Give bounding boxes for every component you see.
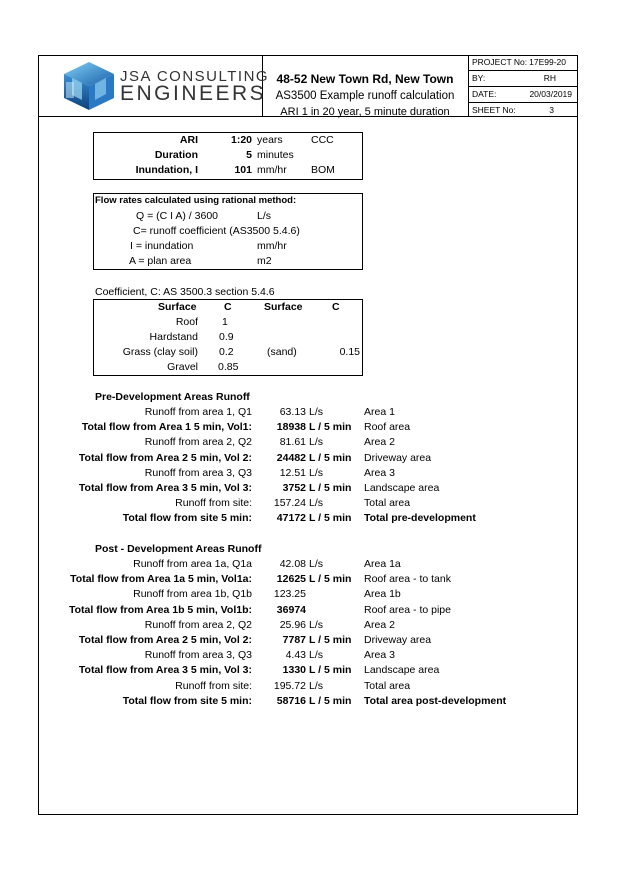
runoff-value: 123.25	[273, 588, 306, 601]
coef-surface: Hardstand	[149, 331, 198, 343]
runoff-value: 42.08	[279, 558, 306, 570]
runoff-label: Runoff from area 1, Q1	[144, 406, 252, 418]
logo-text-line1: JSA CONSULTING	[120, 68, 270, 85]
runoff-description: Total area	[364, 679, 411, 692]
rational-unit: mm/hr	[257, 240, 287, 252]
title-block	[262, 60, 468, 120]
runoff-unit: L / 5 min	[309, 634, 352, 646]
meta-value: 3	[549, 105, 554, 115]
rational-eq: C= runoff coefficient (AS3500 5.4.6)	[133, 225, 300, 237]
runoff-label: Runoff from area 2, Q2	[144, 436, 252, 449]
coef-value: 0.9	[219, 331, 234, 343]
runoff-unit: L/s	[309, 679, 324, 692]
runoff-description: Area 1	[364, 406, 395, 418]
param-label: Inundation, I	[135, 164, 198, 176]
runoff-label: Runoff from area 1a, Q1a	[133, 558, 252, 570]
meta-key: PROJECT No:	[472, 57, 528, 67]
runoff-label: Total flow from Area 3 5 min, Vol 3:	[78, 664, 252, 677]
param-source: BOM	[311, 164, 335, 176]
rational-heading: Flow rates calculated using rational method:	[95, 195, 297, 206]
runoff-value: 157.24	[273, 497, 306, 510]
runoff-description: Total area	[364, 497, 411, 510]
coef-value: 1	[222, 316, 228, 328]
rational-unit: L/s	[257, 210, 272, 222]
coef-surface: Gravel	[167, 361, 198, 373]
runoff-label: Total flow from site 5 min:	[122, 512, 252, 525]
runoff-value: 36974	[276, 603, 306, 616]
runoff-value: 47172	[276, 512, 306, 525]
runoff-value: 7787	[282, 634, 306, 646]
runoff-label: Runoff from area 3, Q3	[144, 466, 252, 479]
runoff-unit: L/s	[309, 649, 324, 662]
param-unit: mm/hr	[257, 164, 287, 176]
runoff-value: 4.43	[285, 649, 306, 662]
meta-key: SHEET No:	[472, 105, 516, 115]
runoff-label: Total flow from Area 1b 5 min, Vol1b:	[69, 603, 252, 616]
calc-title: AS3500 Example runoff calculation	[275, 90, 455, 102]
runoff-value: 3752	[282, 482, 306, 494]
coef-header-c: C	[224, 301, 232, 313]
rational-eq: Q = (C I A) / 3600	[136, 210, 218, 222]
runoff-value: 12.51	[279, 466, 306, 479]
runoff-label: Total flow from Area 2 5 min, Vol 2:	[78, 634, 252, 646]
runoff-value: 24482	[276, 451, 306, 464]
project-address: 48-52 New Town Rd, New Town	[276, 72, 454, 86]
meta-row	[469, 87, 578, 103]
post-dev-heading: Post - Development Areas Runoff	[95, 543, 262, 555]
meta-row	[469, 55, 578, 71]
runoff-description: Area 1b	[364, 588, 401, 601]
runoff-label: Runoff from site:	[175, 497, 252, 510]
runoff-unit: L/s	[309, 466, 324, 479]
coef-surface2: (sand)	[267, 346, 297, 358]
meta-value: 20/03/2019	[529, 89, 572, 99]
runoff-unit: L/s	[309, 618, 324, 631]
param-value: 101	[234, 164, 252, 176]
runoff-unit: L / 5 min	[309, 664, 352, 677]
coef-value: 0.2	[219, 346, 234, 358]
coefficient-caption: Coefficient, C: AS 3500.3 section 5.4.6	[95, 286, 275, 298]
pre-dev-heading: Pre-Development Areas Runoff	[95, 391, 250, 403]
runoff-value: 18938	[276, 421, 306, 434]
runoff-description: Driveway area	[364, 634, 432, 646]
runoff-unit: L/s	[309, 558, 324, 570]
meta-key: DATE:	[472, 89, 497, 99]
runoff-description: Roof area - to pipe	[364, 603, 451, 616]
coef-header-c2: C	[332, 301, 340, 313]
runoff-unit: L/s	[309, 436, 324, 449]
runoff-unit: L / 5 min	[309, 451, 352, 464]
meta-value: 17E99-20	[529, 57, 566, 67]
runoff-value: 195.72	[273, 679, 306, 692]
logo-text-line2: ENGINEERS	[120, 82, 267, 105]
param-source: CCC	[311, 134, 334, 146]
runoff-description: Area 3	[364, 649, 395, 662]
runoff-label: Runoff from area 1b, Q1b	[133, 588, 252, 601]
runoff-description: Roof area	[364, 421, 411, 434]
runoff-description: Total pre-development	[364, 512, 476, 525]
runoff-description: Total area post-development	[364, 694, 507, 707]
runoff-label: Runoff from area 2, Q2	[144, 618, 252, 631]
rational-unit: m2	[257, 255, 272, 267]
runoff-value: 58716	[276, 694, 306, 707]
runoff-description: Area 2	[364, 436, 395, 449]
runoff-description: Roof area - to tank	[364, 573, 451, 586]
meta-row	[469, 71, 578, 87]
runoff-unit: L / 5 min	[309, 421, 352, 434]
param-value: 1:20	[230, 134, 252, 146]
param-label: Duration	[154, 149, 198, 161]
runoff-description: Driveway area	[364, 451, 432, 464]
jsa-logo-icon	[62, 60, 117, 112]
calc-subtitle: ARI 1 in 20 year, 5 minute duration	[280, 106, 450, 118]
runoff-value: 12625	[276, 573, 306, 586]
meta-value: RH	[543, 73, 556, 83]
runoff-label: Total flow from Area 1 5 min, Vol1:	[81, 421, 252, 434]
rational-eq: I = inundation	[130, 240, 194, 252]
runoff-label: Total flow from Area 2 5 min, Vol 2:	[78, 451, 252, 464]
runoff-value: 63.13	[279, 406, 306, 418]
runoff-description: Area 3	[364, 466, 395, 479]
runoff-unit: L / 5 min	[309, 512, 352, 525]
meta-key: BY:	[472, 73, 486, 83]
coef-header-surface: Surface	[158, 301, 197, 313]
coef-surface: Roof	[175, 316, 198, 328]
runoff-description: Area 1a	[364, 558, 401, 570]
coef-value: 0.85	[218, 361, 239, 373]
runoff-unit: L / 5 min	[309, 694, 352, 707]
runoff-value: 1330	[282, 664, 306, 677]
param-label: ARI	[179, 134, 198, 146]
runoff-label: Total flow from Area 3 5 min, Vol 3:	[78, 482, 252, 494]
runoff-value: 81.61	[279, 436, 306, 449]
runoff-description: Landscape area	[364, 482, 440, 494]
runoff-label: Total flow from site 5 min:	[122, 694, 252, 707]
runoff-unit: L/s	[309, 497, 324, 510]
coef-header-surface2: Surface	[264, 301, 303, 313]
runoff-value: 25.96	[279, 618, 306, 631]
runoff-unit: L / 5 min	[309, 573, 352, 586]
runoff-label: Runoff from site:	[175, 679, 252, 692]
runoff-unit: L / 5 min	[309, 482, 352, 494]
coef-surface: Grass (clay soil)	[122, 346, 198, 358]
runoff-unit: L/s	[309, 406, 324, 418]
param-unit: years	[257, 134, 283, 146]
param-value: 5	[246, 149, 252, 161]
runoff-description: Area 2	[364, 618, 395, 631]
coef-value2: 0.15	[339, 346, 360, 358]
param-unit: minutes	[257, 149, 294, 161]
runoff-description: Landscape area	[364, 664, 440, 677]
meta-row	[469, 103, 578, 118]
rational-eq: A = plan area	[129, 255, 192, 267]
runoff-label: Total flow from Area 1a 5 min, Vol1a:	[70, 573, 252, 586]
runoff-label: Runoff from area 3, Q3	[144, 649, 252, 662]
